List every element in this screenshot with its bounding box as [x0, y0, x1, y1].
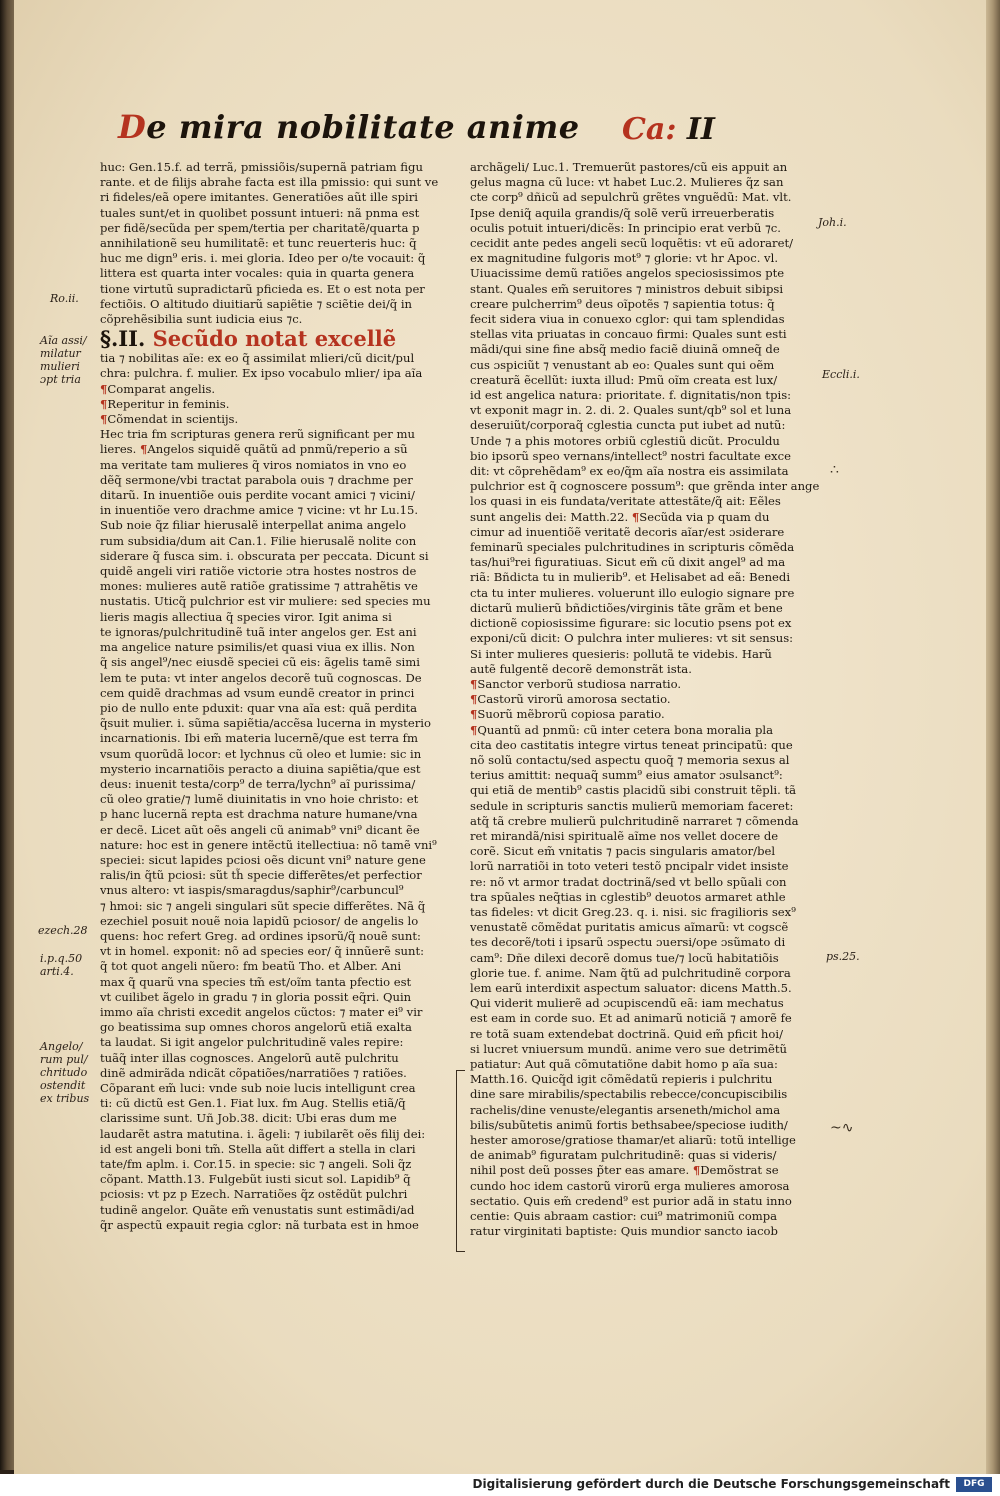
text-line: ratur virginitati baptiste: Quis mundior sancto iacob [470, 1224, 778, 1239]
text-line: er decẽ. Licet aũt oẽs angeli cũ animab⁹ vni⁹ dicant ẽe [100, 822, 420, 837]
text-line: ¶Comparat angelis. [100, 381, 216, 396]
text-line: cta tu inter mulieres. voluerunt illo eulogio signare pre [470, 585, 795, 600]
text-line: dinẽ admirãda ndicãt cõpatiões/narratiões ⁊ ratiões. [100, 1065, 407, 1080]
text-line: ¶Sanctor verborũ studiosa narratio. [470, 676, 682, 691]
text-line: ta laudat. Si igit angelor pulchritudinẽ vales repire: [100, 1035, 404, 1050]
text-line: id est angelica natura: prioritate. f. dignitatis/non tpis: [470, 388, 792, 403]
text-line: exponi/cũ dicit: O pulchra inter mulieres: vt sit sensus: [470, 631, 794, 646]
text-line: glorie tue. f. anime. Nam q̃tũ ad pulchritudinẽ corpora [470, 965, 791, 980]
running-head-initial: D [118, 108, 147, 146]
margin-note-aia: Aĩa assi/ milatur mulieri ɔpt tria [40, 334, 87, 386]
text-line: patiatur: Aut quã cõmutatiõne dabit homo p aĩa sua: [470, 1056, 778, 1071]
footer-credit: Digitalisierung gefördert durch die Deutsche Forschungsgemeinschaft [472, 1477, 950, 1491]
margin-note-ipq: i.p.q.50 arti.4. [40, 952, 83, 978]
text-line: nõ solũ contactu/sed aspectu quoq̃ ⁊ memoria sexus al [470, 752, 790, 767]
text-line: autẽ fulgentẽ decorẽ demonstrãt ista. [470, 661, 692, 676]
text-line: nustatis. Uticq̃ pulchrior est vir muliere: sed species mu [100, 594, 431, 609]
text-line: ret mirandã/nisi spiritualẽ aĩme nos vellet docere de [470, 828, 779, 843]
margin-bracket [456, 1070, 465, 1252]
pen-flourish-mark: ~∿ [830, 1120, 854, 1136]
right-column-body [470, 160, 820, 1239]
text-line: atq̃ tã crebre mulierũ pulchritudinẽ narraret ⁊ cõmenda [470, 813, 799, 828]
text-line: vt in homel. exponit: nõ ad species eor/ q̃ innũerẽ sunt: [100, 944, 425, 959]
text-line: max q̃ quarũ vna species tm̃ est/oĩm tanta pfectio est [100, 974, 412, 989]
text-line: venustatẽ cõmẽdat puritatis amicus aĩmarũ: vt cogscẽ [470, 920, 789, 935]
text-line: rante. et de filijs abrahe facta est illa pmissio: qui sunt ve [100, 175, 439, 190]
text-line: riã: Bñdicta tu in mulierib⁹. et Helisabet ad eã: Benedi [470, 570, 791, 585]
text-line: stant. Quales em̃ seruitores ⁊ ministros debuit sibipsi [470, 281, 784, 296]
text-line: in inuentiõe vero drachme amice ⁊ vicine: vt hr Lu.15. [100, 503, 419, 518]
text-line: bio ipsorũ speo vernans/intellect⁹ nostri facultate exce [470, 448, 791, 463]
margin-note-ro: Ro.ii. [50, 292, 79, 305]
text-line: dictionẽ copiosissime figurare: sic locutio psens pot ex [470, 616, 792, 631]
chapter-roman: II [686, 112, 715, 147]
text-line: cus ɔspiciũt ⁊ venustant ab eo: Quales sunt qui oẽm [470, 357, 775, 372]
text-line: q̃ sis angel⁹/nec eiusdẽ speciei cũ eis: ãgelis tamẽ simi [100, 655, 420, 670]
text-line: dit: vt cõprehẽdam⁹ ex eo/q̃m aĩa nostra eis assimilata [470, 464, 789, 479]
text-line: Si inter mulieres quesieris: pollutã te videbis. Harũ [470, 646, 772, 661]
text-line: vsum quorũdã locor: et lychnus cũ oleo et lumie: sic in [100, 746, 422, 761]
page-fore-edge [986, 0, 1000, 1474]
text-line: q̃suit mulier. i. sũma sapiẽtia/accẽsa lucerna in mysterio [100, 716, 431, 731]
text-line: sectatio. Quis em̃ credend⁹ est purior adã in statu inno [470, 1193, 792, 1208]
text-line: tuales sunt/et in quolibet possunt intueri: nã pnma est [100, 205, 420, 220]
text-line: pciosis: vt pz p Ezech. Narratiões q̃z ostẽdũt pulchri [100, 1187, 408, 1202]
margin-note-eccli: Eccli.i. [822, 368, 860, 381]
text-line: lem te puta: vt inter angelos decorẽ tuũ cognoscas. De [100, 670, 422, 685]
text-line: ¶Cõmendat in scientijs. [100, 412, 239, 427]
text-line: cimur ad inuentiõẽ veritatẽ decoris aĩar/est ɔsiderare [470, 524, 785, 539]
margin-note-angelo: Angelo/ rum pul/ chritudo ostendit ex tribus [40, 1040, 90, 1105]
text-line: tra spũales neq̃tias in cglestib⁹ deuotos armaret athle [470, 889, 786, 904]
text-line: de animab⁹ figuratam pulchritudinẽ: quas si videris/ [470, 1148, 777, 1163]
text-line: ralis/in q̃tũ pciosi: sũt th̃ specie differẽtes/et perfectior [100, 868, 422, 883]
text-line: gelus magna cũ luce: vt habet Luc.2. Mulieres q̃z san [470, 175, 784, 190]
text-line: sedule in scripturis sanctis mulierũ memoriam faceret: [470, 798, 794, 813]
text-line: laudarẽt astra matutina. i. ãgeli: ⁊ iubilarẽt oẽs filij dei: [100, 1126, 426, 1141]
text-line: rum subsidia/dum ait Can.1. Filie hierusalẽ nolite con [100, 533, 417, 548]
text-line: cõpant. Matth.13. Fulgebũt iusti sicut sol. Lapidib⁹ q̃ [100, 1172, 411, 1187]
text-line: huc: Gen.15.f. ad terrã, pmissiõis/supernã patriam figu [100, 160, 423, 174]
text-line: id est angeli boni tm̃. Stella aũt differt a stella in clari [100, 1141, 416, 1156]
text-line: dine sare mirabilis/spectabilis rebecce/concupiscibilis [470, 1087, 788, 1102]
running-head-text: e mira nobilitate anime [146, 108, 580, 146]
text-line: quens: hoc refert Greg. ad ordines ipsorũ/q̃ nouẽ sunt: [100, 928, 421, 943]
text-line: nihil post deũ posses p̃ter eas amare. ¶Demõstrat se [470, 1163, 779, 1178]
text-line: creaturã ẽcellũt: iuxta illud: Pmũ oĩm creata est lux/ [470, 372, 778, 387]
text-line: pio de nullo ente pduxit: quar vna aĩa est: quã perdita [100, 700, 418, 715]
text-line: ex magnitudine fulgoris mot⁹ ⁊ glorie: vt hr Apoc. vl. [470, 251, 779, 266]
text-line: re totã suam extendebat doctrinã. Quid em̃ pficit hoi/ [470, 1026, 783, 1041]
text-line: bilis/subũtetis animũ fortis bethsabee/speciose iudith/ [470, 1117, 788, 1132]
text-line: lorũ narratiõi in toto veteri testõ pncipalr videt insiste [470, 859, 789, 874]
text-line: tas/hui⁹rei figuratiuas. Sicut em̃ cũ dixit angel⁹ ad ma [470, 555, 786, 570]
text-line: Hec tria fm scripturas genera rerũ significant per mu [100, 427, 415, 442]
text-line: stellas vita priuatas in concauo firmi: Quales sunt esti [470, 327, 787, 342]
text-line: te ignoras/pulchritudinẽ tuã inter angelos ger. Est ani [100, 624, 417, 639]
text-line: Sub noie q̃z filiar hierusalẽ interpellat anima angelo [100, 518, 407, 533]
text-line: Uiuacissime demũ ratiões angelos speciosissimos pte [470, 266, 785, 281]
text-line: q̃r aspectũ expauit regia cglor: nã turbata est in hmoe [100, 1217, 419, 1232]
text-line: re: nõ vt armor tradat doctrinã/sed vt bello spũali con [470, 874, 787, 889]
right-text-column [470, 160, 820, 1239]
chapter-number [622, 112, 715, 147]
text-line: ¶Castorũ virorũ amorosa sectatio. [470, 692, 671, 707]
text-line: qui etiã de mentib⁹ castis placidũ sibi construit tẽpli. tã [470, 783, 797, 798]
text-line: vt cuilibet ãgelo in gradu ⁊ in gloria possit eq̃ri. Quin [100, 989, 412, 1004]
text-line: go beatissima sup omnes choros angelorũ etiã exalta [100, 1020, 412, 1035]
text-line: deus: inuenit testa/corp⁹ de terra/lychn⁹ aĩ purissima/ [100, 776, 416, 791]
text-line: nature: hoc est in genere intẽctũ itellectiua: nõ tamẽ vni⁹ [100, 837, 437, 852]
text-line: ¶Suorũ mẽbrorũ copiosa paratio. [470, 707, 665, 722]
text-line: ma angelice nature psimilis/et quasi viua ex illis. Non [100, 640, 415, 655]
text-line: si lucret vniuersum mundũ. anime vero sue detrimẽtũ [470, 1041, 788, 1056]
text-line: ⁊ hmoi: sic ⁊ angeli singulari sũt specie differẽtes. Nã q̃ [100, 898, 426, 913]
text-line: ma veritate tam mulieres q̃ viros nomiatos in vno eo [100, 457, 407, 472]
text-line: dictarũ mulierũ bñdictiões/virginis tãte grãm et bene [470, 600, 783, 615]
text-line: lieres. ¶Angelos siquidẽ quãtũ ad pnmũ/reperio a sũ [100, 442, 408, 457]
text-line: annihilationẽ seu humilitatẽ: et tunc reuerteris huc: q̃ [100, 236, 417, 251]
text-line: tudinẽ angelor. Quãte em̃ venustatis sunt estimãdi/ad [100, 1202, 415, 1217]
text-line: ti: cũ dictũ est Gen.1. Fiat lux. fm Aug. Stellis etiã/q̃ [100, 1096, 406, 1111]
margin-note-ps: ps.25. [826, 950, 860, 963]
text-line: immo aĩa christi excedit angelos cũctos: ⁊ mater ei⁹ vir [100, 1004, 423, 1019]
text-line: cũ oleo gratie/⁊ lumẽ diuinitatis in vno hoie christo: et [100, 792, 419, 807]
text-line: littera est quarta inter vocales: quia in quarta genera [100, 266, 415, 281]
text-line: oculis potuit intueri/dicẽs: In principio erat verbũ ⁊c. [470, 220, 781, 235]
text-line: tate/fm aplm. i. Cor.15. in specie: sic ⁊ angeli. Soli q̃z [100, 1157, 412, 1171]
text-line: cte corp⁹ dñicũ ad sepulchrũ grẽtes vnguẽdũ: Mat. vlt. [470, 190, 792, 205]
text-line: cam⁹: Dñe dilexi decorẽ domus tue/⁊ locũ habitatiõis [470, 950, 779, 965]
text-line: los quasi in eis fundata/veritate attestãte/q̃ ait: Eẽles [470, 494, 781, 509]
text-line: dẽq̃ sermone/vbi tractat parabola ouis ⁊ drachme per [100, 472, 413, 487]
text-line: tia ⁊ nobilitas aĩe: ex eo q̃ assimilat mlieri/cũ dicit/pul [100, 351, 415, 366]
section-heading [100, 327, 448, 351]
text-line: cita deo castitatis integre virtus teneat principatũ: que [470, 737, 793, 752]
text-line: clarissime sunt. Uñ Job.38. dicit: Ubi eras dum me [100, 1111, 397, 1126]
text-line: q̃ tot quot angeli nũero: fm beatũ Tho. et Alber. Ani [100, 959, 402, 974]
text-line: Qui viderit mulierẽ ad ɔcupiscendũ eã: iam mechatus [470, 996, 784, 1011]
text-line: quidẽ angeli viri ratiõe victorie ɔtra hostes nostros de [100, 564, 417, 579]
text-line: hester amorose/gratiose thamar/et aliarũ: totũ intellige [470, 1133, 796, 1147]
text-line: creare pulcherrim⁹ deus oĩpotẽs ⁊ sapientia totus: q̃ [470, 296, 775, 311]
section-number: §.II. [100, 326, 146, 352]
text-line: incarnationis. Ibi em̃ materia lucernẽ/que est terra fm [100, 731, 418, 746]
chapter-label: Ca: [622, 112, 677, 147]
text-line: pulchrior est q̃ cognoscere possum⁹: que grẽnda inter ange [470, 479, 820, 494]
text-line: est eam in corde suo. Et ad animarũ noticiã ⁊ amorẽ fe [470, 1011, 792, 1026]
text-line: Cõparant em̃ luci: vnde sub noie lucis intelligunt crea [100, 1080, 416, 1095]
margin-dot-mark: ∴ [830, 462, 839, 478]
text-line: ri fideles/eã opere imitantes. Generatiões aũt ille spiri [100, 190, 418, 205]
text-line: ¶Quantũ ad pnmũ: cũ inter cetera bona moralia pla [470, 722, 774, 737]
text-line: centie: Quis abraam castior: cui⁹ matrimoniũ compa [470, 1209, 778, 1224]
text-line: Unde ⁊ a phis motores orbiũ cglestiũ dicũt. Proculdu [470, 433, 780, 448]
text-line: cundo hoc idem castorũ virorũ erga mulieres amorosa [470, 1178, 790, 1193]
text-line: fecit sidera viua in conuexo cglor: qui tam splendidas [470, 312, 785, 327]
text-line: lem earũ interdixit aspectum saluator: dicens Matth.5. [470, 980, 792, 995]
left-text-column [100, 160, 448, 1233]
text-line: mysterio incarnatiõis peracto a diuina sapiẽtia/que est [100, 761, 421, 776]
text-line: Ipse deniq̃ aquila grandis/q̃ solẽ verũ irreuerberatis [470, 205, 775, 220]
text-line: cem quidẽ drachmas ad vsum eundẽ creator in princi [100, 685, 415, 700]
text-line: mones: mulieres autẽ ratiõe gratissime ⁊ attrahẽtis ve [100, 579, 418, 594]
text-line: deseruiũt/corporaq̃ cglestia cuncta put iubet ad nutũ: [470, 418, 786, 433]
text-line: p hanc lucernã repta est drachma nature humane/vna [100, 807, 418, 822]
left-column-part-a [100, 160, 448, 327]
text-line: feminarũ speciales pulchritudines in scripturis cõmẽda [470, 540, 795, 555]
section-heading-text: Secũdo notat excellẽ [152, 326, 397, 352]
text-line: huc me dign⁹ eris. i. mei gloria. Ideo per o/te vocauit: q̃ [100, 251, 426, 266]
text-line: ditarũ. In inuentiõe ouis perdite vocant amici ⁊ vicini/ [100, 488, 415, 503]
text-line: corẽ. Sicut em̃ vnitatis ⁊ pacis singularis amator/bel [470, 844, 776, 859]
text-line: tas fideles: vt dicit Greg.23. q. i. nisi. sic fragilioris sex⁹ [470, 904, 796, 919]
text-line: vt exponit magr in. 2. di. 2. Quales sunt/qb⁹ sol et luna [470, 403, 792, 418]
text-line: tione virtutũ supradictarũ pficieda es. Et o est nota per [100, 281, 425, 296]
text-line: tes decorẽ/toti i ipsarũ ɔspectu ɔuersi/ope ɔsũmato di [470, 935, 786, 950]
text-line: terius amittit: nequaq̃ summ⁹ eius amator ɔsulsanct⁹: [470, 768, 783, 783]
text-line: mãdi/qui sine fine absq̃ medio faciẽ diuinã omneq̃ de [470, 342, 780, 357]
text-line: rachelis/dine venuste/elegantis arseneth/michol ama [470, 1102, 781, 1117]
text-line: vnus altero: vt iaspis/smaragdus/saphir⁹/carbuncul⁹ [100, 883, 404, 898]
text-line: speciei: sicut lapides pciosi oẽs dicunt vni⁹ nature gene [100, 852, 426, 867]
text-line: Matth.16. Quicq̃d igit cõmẽdatũ repieris i pulchritu [470, 1072, 773, 1087]
text-line: ezechiel posuit nouẽ noia lapidũ pciosor/ de angelis lo [100, 913, 419, 928]
text-line: per fidẽ/secũda per spem/tertia per charitatẽ/quarta p [100, 220, 420, 235]
dfg-logo: DFG [956, 1477, 992, 1492]
left-column-part-b [100, 351, 448, 1233]
text-line: fectiõis. O altitudo diuitiarũ sapiẽtie ⁊ sciẽtie dei/q̃ in [100, 296, 413, 311]
text-line: siderare q̃ fusca sim. i. obscurata per peccata. Dicunt si [100, 548, 429, 563]
text-line: cõprehẽsibilia sunt iudicia eius ⁊c. [100, 312, 303, 327]
text-line: tuãq̃ inter illas cognosces. Angelorũ autẽ pulchritu [100, 1050, 399, 1065]
text-line: lieris magis allectiua q̃ species viror. Igit anima si [100, 609, 392, 624]
text-line: ¶Reperitur in feminis. [100, 396, 230, 411]
text-line: cecidit ante pedes angeli secũ loquẽtis: vt eũ adoraret/ [470, 236, 794, 251]
margin-note-ezech: ezech.28 [38, 924, 88, 937]
running-head [118, 108, 580, 146]
text-line: chra: pulchra. f. mulier. Ex ipso vocabulo mlier/ ipa aĩa [100, 366, 423, 381]
text-line: sunt angelis dei: Matth.22. ¶Secũda via p quam du [470, 509, 770, 524]
margin-note-joh: Joh.i. [818, 216, 847, 229]
text-line: archãgeli/ Luc.1. Tremuerũt pastores/cũ eis appuit an [470, 160, 788, 174]
